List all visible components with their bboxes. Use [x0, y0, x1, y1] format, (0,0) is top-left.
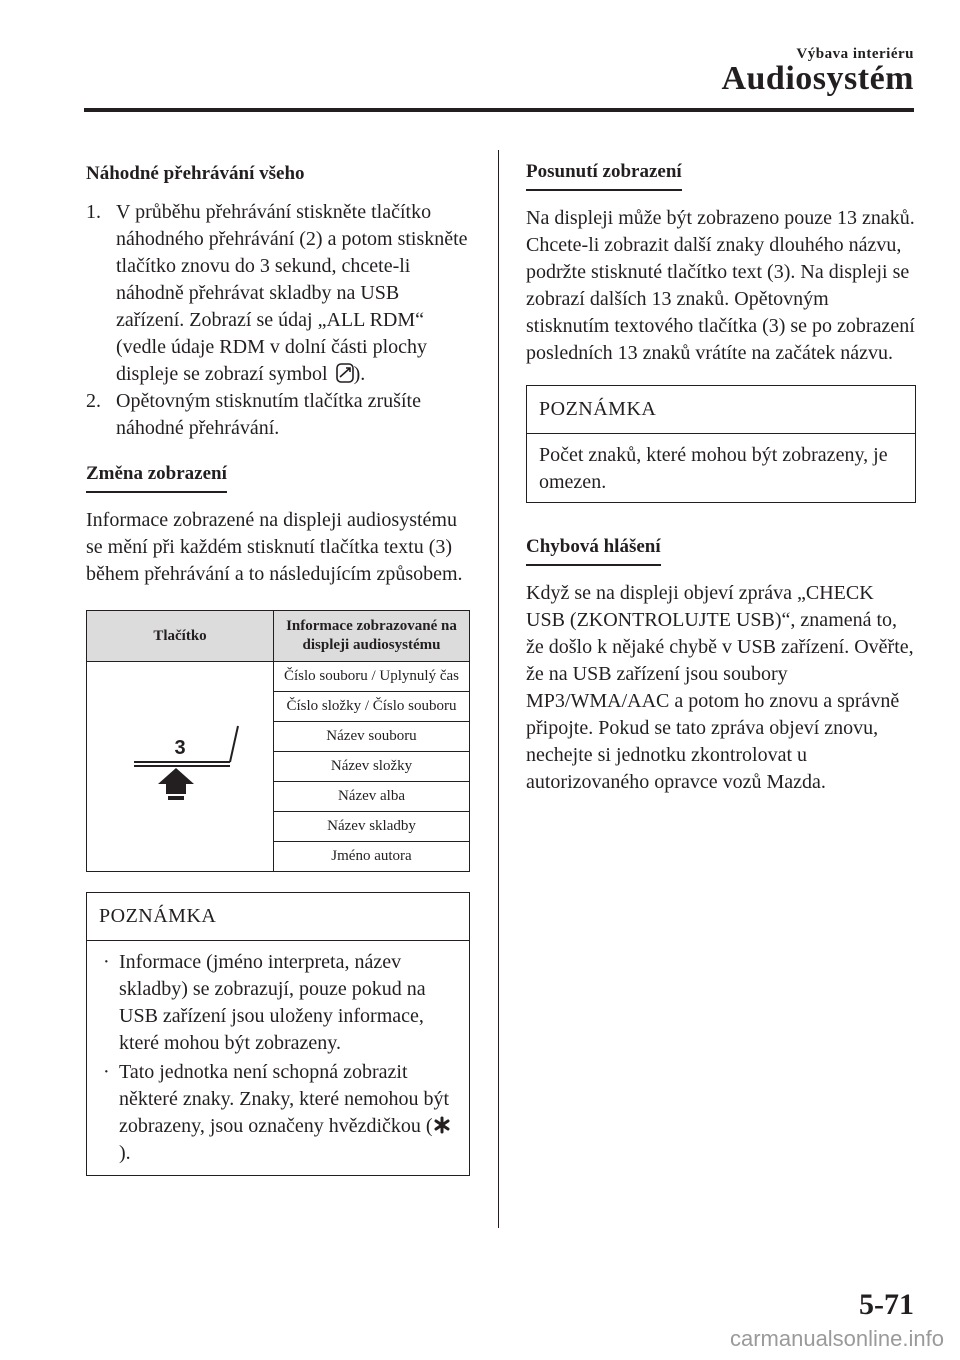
heading-error-messages: Chybová hlášení — [526, 533, 661, 566]
table-row: Jméno autora — [274, 842, 470, 872]
table-row: Název souboru — [274, 722, 470, 752]
heading-random-play: Náhodné přehrávání všeho — [86, 163, 305, 184]
note-bullet — [99, 1059, 457, 1167]
text-button-3-icon — [120, 724, 240, 804]
note-bullet — [99, 949, 457, 1057]
right-column — [526, 150, 916, 810]
section-label: Výbava interiéru — [796, 46, 914, 62]
display-info-table — [86, 610, 470, 872]
step-text-suffix: ). — [353, 363, 366, 385]
step-number: 2. — [86, 390, 101, 412]
header-rule — [84, 108, 914, 112]
step-text: V průběhu přehrávání stiskněte tlačítko náhodného přehrávání (2) a potom stiskněte tlačítko znovu do 3 sekund, chcete-li náhodně přehrávat skladby na USB zařízení. Zobrazí se údaj „ALL RDM“ (vedle údaje RDM v dolní části plochy displeje se zobrazí symbol — [116, 201, 468, 385]
note-body — [87, 941, 469, 1175]
step-number: 1. — [86, 201, 101, 223]
bullet-mark: · — [103, 1061, 110, 1083]
table-header-info: Informace zobrazované na displeji audiosystému — [274, 611, 470, 662]
heading-display-change: Změna zobrazení — [86, 460, 227, 493]
table-row: Číslo složky / Číslo souboru — [274, 692, 470, 722]
bullet-text: Tato jednotka není schopná zobrazit některé znaky. Znaky, které nemohou být zobrazeny, jsou označeny hvězdičkou ( — [119, 1061, 450, 1137]
error-messages-text: Když se na displeji objeví zpráva „CHECK USB (ZKONTROLUJTE USB)“, znamená to, že došlo k nějaké chybě v USB zařízení. Ověřte, že na USB zařízení jsou soubory MP3/WMA/AAC a potom ho znovu a správně připojte. Pokud se tato zpráva objeví znovu, nechejte si jednotku zkontrolovat u autorizovaného opravce vozů Mazda. — [526, 582, 914, 793]
text-button-illustration — [87, 662, 274, 872]
watermark: carmanualsonline.info — [729, 1326, 944, 1351]
page-number: 5-71 — [859, 1288, 914, 1321]
column-divider — [498, 150, 499, 1228]
note-box-right — [526, 385, 916, 503]
press-arrow-icon — [158, 768, 194, 800]
left-column — [86, 150, 470, 1176]
table-row: Název složky — [274, 752, 470, 782]
note-title: POZNÁMKA — [87, 893, 469, 941]
asterisk-icon — [433, 1116, 451, 1134]
page-title: Audiosystém — [721, 60, 914, 97]
note-body: Počet znaků, které mohou být zobrazeny, je omezen. — [539, 444, 888, 493]
scroll-display-text: Na displeji může být zobrazeno pouze 13 znaků. Chcete-li zobrazit další znaky dlouhého názvu, podržte stisknuté tlačítko text (3). Na displeji se zobrazí dalších 13 znaků. Opětovným stisknutím textového tlačítka (3) se po zobrazení posledních 13 znaků vrátíte na začátek názvu. — [526, 207, 915, 364]
step-text: Opětovným stisknutím tlačítka zrušíte náhodné přehrávání. — [116, 390, 421, 439]
table-row: Název skladby — [274, 812, 470, 842]
table-row: Číslo souboru / Uplynulý čas — [274, 662, 470, 692]
step-2 — [86, 388, 470, 442]
table-row: Název alba — [274, 782, 470, 812]
note-box-left — [86, 892, 470, 1176]
bullet-text-suffix: ). — [119, 1142, 131, 1164]
step-1 — [86, 199, 470, 388]
heading-scroll-display: Posunutí zobrazení — [526, 158, 682, 191]
bullet-mark: · — [103, 951, 110, 973]
bullet-text: Informace (jméno interpreta, název skladby) se zobrazují, pouze pokud na USB zařízení jsou uloženy informace, které mohou být zobrazeny. — [119, 951, 426, 1054]
table-header-button: Tlačítko — [87, 611, 274, 662]
display-change-text: Informace zobrazené na displeji audiosystému se mění při každém stisknutí tlačítka textu (3) během přehrávání a to následujícím způsobem. — [86, 509, 463, 585]
note-title: POZNÁMKA — [527, 386, 915, 434]
button-number: 3 — [174, 736, 186, 759]
shuffle-symbol-icon — [336, 363, 354, 383]
